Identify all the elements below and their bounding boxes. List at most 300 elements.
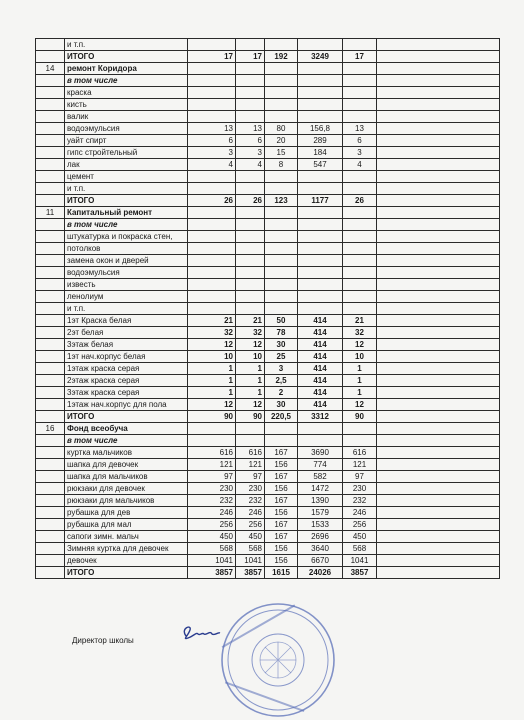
value-cell bbox=[343, 63, 377, 75]
empty-cell bbox=[377, 195, 500, 207]
value-cell: 232 bbox=[188, 495, 236, 507]
row-number-cell bbox=[36, 231, 65, 243]
value-cell bbox=[298, 219, 343, 231]
row-number-cell bbox=[36, 447, 65, 459]
row-number-cell bbox=[36, 387, 65, 399]
value-cell bbox=[298, 435, 343, 447]
value-cell bbox=[343, 267, 377, 279]
value-cell bbox=[188, 255, 236, 267]
empty-cell bbox=[377, 75, 500, 87]
table-row bbox=[36, 99, 500, 111]
item-name-cell: и т.п. bbox=[65, 183, 188, 195]
value-cell: 414 bbox=[298, 375, 343, 387]
value-cell: 1 bbox=[343, 375, 377, 387]
row-number-cell bbox=[36, 363, 65, 375]
empty-cell bbox=[377, 291, 500, 303]
value-cell bbox=[343, 39, 377, 51]
row-number-cell: 14 bbox=[36, 63, 65, 75]
item-name-cell: валик bbox=[65, 111, 188, 123]
value-cell: 2,5 bbox=[265, 375, 298, 387]
value-cell bbox=[188, 219, 236, 231]
value-cell bbox=[188, 111, 236, 123]
item-name-cell: лак bbox=[65, 159, 188, 171]
table-row bbox=[36, 243, 500, 255]
value-cell: 3312 bbox=[298, 411, 343, 423]
value-cell: 1 bbox=[343, 363, 377, 375]
value-cell bbox=[343, 231, 377, 243]
item-name-cell: 1эт нач.корпус белая bbox=[65, 351, 188, 363]
value-cell bbox=[236, 303, 265, 315]
value-cell bbox=[188, 435, 236, 447]
value-cell: 10 bbox=[236, 351, 265, 363]
value-cell: 17 bbox=[343, 51, 377, 63]
table-row bbox=[36, 447, 500, 459]
value-cell: 450 bbox=[188, 531, 236, 543]
value-cell: 97 bbox=[236, 471, 265, 483]
value-cell bbox=[236, 279, 265, 291]
value-cell: 3 bbox=[343, 147, 377, 159]
value-cell: 1579 bbox=[298, 507, 343, 519]
value-cell bbox=[188, 279, 236, 291]
table-row bbox=[36, 363, 500, 375]
value-cell bbox=[265, 423, 298, 435]
value-cell: 30 bbox=[265, 339, 298, 351]
value-cell bbox=[298, 171, 343, 183]
row-number-cell bbox=[36, 267, 65, 279]
value-cell bbox=[265, 279, 298, 291]
value-cell bbox=[343, 255, 377, 267]
materials-table bbox=[35, 38, 500, 579]
item-name-cell: ленолиум bbox=[65, 291, 188, 303]
empty-cell bbox=[377, 375, 500, 387]
empty-cell bbox=[377, 399, 500, 411]
value-cell: 616 bbox=[343, 447, 377, 459]
value-cell: 450 bbox=[343, 531, 377, 543]
value-cell: 3857 bbox=[236, 567, 265, 579]
value-cell bbox=[265, 243, 298, 255]
row-number-cell bbox=[36, 291, 65, 303]
item-name-cell: ремонт Коридора bbox=[65, 63, 188, 75]
item-name-cell: водоэмульсия bbox=[65, 123, 188, 135]
table-row bbox=[36, 87, 500, 99]
empty-cell bbox=[377, 435, 500, 447]
empty-cell bbox=[377, 423, 500, 435]
table-row bbox=[36, 315, 500, 327]
item-name-cell: кисть bbox=[65, 99, 188, 111]
value-cell: 246 bbox=[236, 507, 265, 519]
value-cell: 6 bbox=[343, 135, 377, 147]
row-number-cell bbox=[36, 531, 65, 543]
value-cell: 256 bbox=[236, 519, 265, 531]
empty-cell bbox=[377, 567, 500, 579]
value-cell bbox=[298, 267, 343, 279]
value-cell bbox=[236, 171, 265, 183]
value-cell: 156,8 bbox=[298, 123, 343, 135]
value-cell: 3249 bbox=[298, 51, 343, 63]
value-cell bbox=[236, 267, 265, 279]
empty-cell bbox=[377, 447, 500, 459]
empty-cell bbox=[377, 315, 500, 327]
value-cell: 568 bbox=[343, 543, 377, 555]
value-cell: 414 bbox=[298, 339, 343, 351]
item-name-cell: девочек bbox=[65, 555, 188, 567]
value-cell: 24026 bbox=[298, 567, 343, 579]
value-cell bbox=[236, 99, 265, 111]
item-name-cell: 3этаж краска серая bbox=[65, 387, 188, 399]
value-cell bbox=[265, 87, 298, 99]
value-cell: 12 bbox=[188, 339, 236, 351]
table-row bbox=[36, 471, 500, 483]
table-row bbox=[36, 147, 500, 159]
value-cell: 12 bbox=[188, 399, 236, 411]
value-cell bbox=[343, 99, 377, 111]
value-cell: 1390 bbox=[298, 495, 343, 507]
row-number-cell bbox=[36, 399, 65, 411]
item-name-cell: сапоги зимн. мальч bbox=[65, 531, 188, 543]
value-cell bbox=[298, 111, 343, 123]
row-number-cell bbox=[36, 279, 65, 291]
value-cell: 8 bbox=[265, 159, 298, 171]
empty-cell bbox=[377, 135, 500, 147]
value-cell: 20 bbox=[265, 135, 298, 147]
empty-cell bbox=[377, 411, 500, 423]
value-cell bbox=[265, 435, 298, 447]
value-cell bbox=[188, 183, 236, 195]
value-cell: 121 bbox=[188, 459, 236, 471]
row-number-cell bbox=[36, 123, 65, 135]
value-cell bbox=[265, 111, 298, 123]
row-number-cell bbox=[36, 495, 65, 507]
value-cell: 414 bbox=[298, 363, 343, 375]
item-name-cell: ИТОГО bbox=[65, 51, 188, 63]
row-number-cell bbox=[36, 507, 65, 519]
value-cell bbox=[188, 87, 236, 99]
table-row bbox=[36, 507, 500, 519]
value-cell: 256 bbox=[343, 519, 377, 531]
value-cell: 156 bbox=[265, 459, 298, 471]
value-cell bbox=[236, 435, 265, 447]
value-cell: 1 bbox=[188, 363, 236, 375]
table-row bbox=[36, 75, 500, 87]
value-cell: 1 bbox=[188, 375, 236, 387]
row-number-cell bbox=[36, 51, 65, 63]
empty-cell bbox=[377, 159, 500, 171]
item-name-cell: ИТОГО bbox=[65, 195, 188, 207]
value-cell: 232 bbox=[343, 495, 377, 507]
value-cell bbox=[343, 279, 377, 291]
empty-cell bbox=[377, 171, 500, 183]
value-cell: 2 bbox=[265, 387, 298, 399]
value-cell: 616 bbox=[188, 447, 236, 459]
value-cell: 1177 bbox=[298, 195, 343, 207]
empty-cell bbox=[377, 147, 500, 159]
value-cell: 1041 bbox=[343, 555, 377, 567]
value-cell bbox=[188, 243, 236, 255]
value-cell: 4 bbox=[188, 159, 236, 171]
item-name-cell: шапка для девочек bbox=[65, 459, 188, 471]
value-cell bbox=[236, 111, 265, 123]
value-cell: 4 bbox=[343, 159, 377, 171]
empty-cell bbox=[377, 87, 500, 99]
value-cell bbox=[343, 243, 377, 255]
table-row bbox=[36, 159, 500, 171]
value-cell bbox=[236, 75, 265, 87]
row-number-cell bbox=[36, 219, 65, 231]
row-number-cell bbox=[36, 327, 65, 339]
row-number-cell bbox=[36, 147, 65, 159]
item-name-cell: 3этаж белая bbox=[65, 339, 188, 351]
empty-cell bbox=[377, 183, 500, 195]
value-cell: 167 bbox=[265, 519, 298, 531]
value-cell bbox=[343, 207, 377, 219]
value-cell bbox=[265, 291, 298, 303]
row-number-cell bbox=[36, 111, 65, 123]
value-cell bbox=[188, 267, 236, 279]
empty-cell bbox=[377, 111, 500, 123]
empty-cell bbox=[377, 267, 500, 279]
value-cell: 25 bbox=[265, 351, 298, 363]
value-cell: 13 bbox=[236, 123, 265, 135]
value-cell: 1 bbox=[236, 375, 265, 387]
row-number-cell bbox=[36, 75, 65, 87]
table-row bbox=[36, 327, 500, 339]
empty-cell bbox=[377, 327, 500, 339]
value-cell bbox=[298, 183, 343, 195]
empty-cell bbox=[377, 255, 500, 267]
value-cell: 32 bbox=[343, 327, 377, 339]
value-cell: 156 bbox=[265, 483, 298, 495]
value-cell: 12 bbox=[343, 399, 377, 411]
item-name-cell: и т.п. bbox=[65, 39, 188, 51]
value-cell: 17 bbox=[188, 51, 236, 63]
table-row bbox=[36, 195, 500, 207]
value-cell: 156 bbox=[265, 507, 298, 519]
value-cell: 184 bbox=[298, 147, 343, 159]
value-cell: 167 bbox=[265, 447, 298, 459]
value-cell: 17 bbox=[236, 51, 265, 63]
table-row bbox=[36, 555, 500, 567]
value-cell bbox=[298, 423, 343, 435]
value-cell: 6 bbox=[188, 135, 236, 147]
value-cell bbox=[188, 171, 236, 183]
row-number-cell: 16 bbox=[36, 423, 65, 435]
item-name-cell: Капитальный ремонт bbox=[65, 207, 188, 219]
value-cell: 167 bbox=[265, 531, 298, 543]
value-cell: 167 bbox=[265, 471, 298, 483]
value-cell: 156 bbox=[265, 555, 298, 567]
value-cell: 121 bbox=[236, 459, 265, 471]
value-cell bbox=[298, 231, 343, 243]
row-number-cell bbox=[36, 459, 65, 471]
value-cell: 616 bbox=[236, 447, 265, 459]
director-label: Директор школы bbox=[72, 636, 134, 645]
table-row bbox=[36, 111, 500, 123]
item-name-cell: куртка мальчиков bbox=[65, 447, 188, 459]
empty-cell bbox=[377, 459, 500, 471]
value-cell bbox=[236, 207, 265, 219]
value-cell bbox=[298, 75, 343, 87]
empty-cell bbox=[377, 243, 500, 255]
row-number-cell bbox=[36, 339, 65, 351]
value-cell bbox=[343, 183, 377, 195]
row-number-cell bbox=[36, 543, 65, 555]
signature-image bbox=[176, 618, 224, 648]
empty-cell bbox=[377, 363, 500, 375]
value-cell bbox=[298, 207, 343, 219]
row-number-cell bbox=[36, 567, 65, 579]
value-cell: 26 bbox=[188, 195, 236, 207]
row-number-cell bbox=[36, 435, 65, 447]
empty-cell bbox=[377, 483, 500, 495]
row-number-cell bbox=[36, 135, 65, 147]
empty-cell bbox=[377, 99, 500, 111]
value-cell bbox=[298, 303, 343, 315]
value-cell: 78 bbox=[265, 327, 298, 339]
table-row bbox=[36, 399, 500, 411]
table-row bbox=[36, 531, 500, 543]
value-cell: 12 bbox=[236, 399, 265, 411]
table-row bbox=[36, 387, 500, 399]
item-name-cell: в том числе bbox=[65, 219, 188, 231]
row-number-cell bbox=[36, 351, 65, 363]
value-cell: 1615 bbox=[265, 567, 298, 579]
item-name-cell: 1эт Краска белая bbox=[65, 315, 188, 327]
value-cell bbox=[236, 231, 265, 243]
value-cell bbox=[343, 87, 377, 99]
value-cell bbox=[298, 255, 343, 267]
empty-cell bbox=[377, 231, 500, 243]
empty-cell bbox=[377, 279, 500, 291]
value-cell: 90 bbox=[188, 411, 236, 423]
value-cell: 97 bbox=[188, 471, 236, 483]
item-name-cell: Зимняя куртка для девочек bbox=[65, 543, 188, 555]
table-row bbox=[36, 231, 500, 243]
value-cell bbox=[265, 219, 298, 231]
value-cell bbox=[236, 39, 265, 51]
item-name-cell: 1этаж краска серая bbox=[65, 363, 188, 375]
value-cell: 13 bbox=[188, 123, 236, 135]
value-cell: 123 bbox=[265, 195, 298, 207]
value-cell: 450 bbox=[236, 531, 265, 543]
value-cell: 246 bbox=[188, 507, 236, 519]
table-row bbox=[36, 279, 500, 291]
value-cell bbox=[236, 219, 265, 231]
value-cell bbox=[265, 255, 298, 267]
value-cell bbox=[188, 207, 236, 219]
table-row bbox=[36, 219, 500, 231]
value-cell: 26 bbox=[343, 195, 377, 207]
value-cell: 21 bbox=[188, 315, 236, 327]
value-cell: 26 bbox=[236, 195, 265, 207]
table-row bbox=[36, 339, 500, 351]
value-cell: 547 bbox=[298, 159, 343, 171]
value-cell: 246 bbox=[343, 507, 377, 519]
value-cell: 3 bbox=[188, 147, 236, 159]
row-number-cell bbox=[36, 255, 65, 267]
empty-cell bbox=[377, 39, 500, 51]
value-cell: 582 bbox=[298, 471, 343, 483]
value-cell: 32 bbox=[188, 327, 236, 339]
value-cell: 289 bbox=[298, 135, 343, 147]
value-cell: 3857 bbox=[343, 567, 377, 579]
value-cell bbox=[265, 63, 298, 75]
item-name-cell: водоэмульсия bbox=[65, 267, 188, 279]
value-cell bbox=[265, 75, 298, 87]
value-cell: 230 bbox=[343, 483, 377, 495]
value-cell bbox=[343, 291, 377, 303]
table-row bbox=[36, 495, 500, 507]
row-number-cell: 11 bbox=[36, 207, 65, 219]
value-cell bbox=[236, 255, 265, 267]
value-cell: 90 bbox=[236, 411, 265, 423]
value-cell: 10 bbox=[343, 351, 377, 363]
empty-cell bbox=[377, 303, 500, 315]
empty-cell bbox=[377, 495, 500, 507]
item-name-cell: 1этаж нач.корпус для пола bbox=[65, 399, 188, 411]
value-cell: 220,5 bbox=[265, 411, 298, 423]
empty-cell bbox=[377, 339, 500, 351]
empty-cell bbox=[377, 507, 500, 519]
table-row bbox=[36, 135, 500, 147]
value-cell: 256 bbox=[188, 519, 236, 531]
value-cell: 50 bbox=[265, 315, 298, 327]
value-cell bbox=[265, 39, 298, 51]
table-row bbox=[36, 183, 500, 195]
value-cell: 3640 bbox=[298, 543, 343, 555]
row-number-cell bbox=[36, 87, 65, 99]
value-cell bbox=[265, 207, 298, 219]
value-cell: 6 bbox=[236, 135, 265, 147]
value-cell: 414 bbox=[298, 351, 343, 363]
value-cell: 32 bbox=[236, 327, 265, 339]
value-cell bbox=[298, 87, 343, 99]
item-name-cell: гипс стройтельный bbox=[65, 147, 188, 159]
empty-cell bbox=[377, 219, 500, 231]
value-cell: 3 bbox=[236, 147, 265, 159]
value-cell: 568 bbox=[188, 543, 236, 555]
item-name-cell: краска bbox=[65, 87, 188, 99]
value-cell bbox=[298, 63, 343, 75]
value-cell: 414 bbox=[298, 327, 343, 339]
table-row bbox=[36, 351, 500, 363]
table-row bbox=[36, 435, 500, 447]
value-cell: 1472 bbox=[298, 483, 343, 495]
empty-cell bbox=[377, 519, 500, 531]
table-row bbox=[36, 411, 500, 423]
row-number-cell bbox=[36, 171, 65, 183]
value-cell: 30 bbox=[265, 399, 298, 411]
value-cell: 774 bbox=[298, 459, 343, 471]
value-cell bbox=[236, 423, 265, 435]
value-cell: 1041 bbox=[188, 555, 236, 567]
item-name-cell: и т.п. bbox=[65, 303, 188, 315]
table-row bbox=[36, 63, 500, 75]
item-name-cell: замена окон и дверей bbox=[65, 255, 188, 267]
value-cell: 21 bbox=[343, 315, 377, 327]
value-cell bbox=[188, 291, 236, 303]
value-cell: 3 bbox=[265, 363, 298, 375]
value-cell bbox=[236, 183, 265, 195]
value-cell bbox=[343, 171, 377, 183]
row-number-cell bbox=[36, 195, 65, 207]
item-name-cell: уайт спирт bbox=[65, 135, 188, 147]
value-cell: 6670 bbox=[298, 555, 343, 567]
value-cell: 90 bbox=[343, 411, 377, 423]
row-number-cell bbox=[36, 483, 65, 495]
row-number-cell bbox=[36, 99, 65, 111]
row-number-cell bbox=[36, 159, 65, 171]
value-cell: 2696 bbox=[298, 531, 343, 543]
